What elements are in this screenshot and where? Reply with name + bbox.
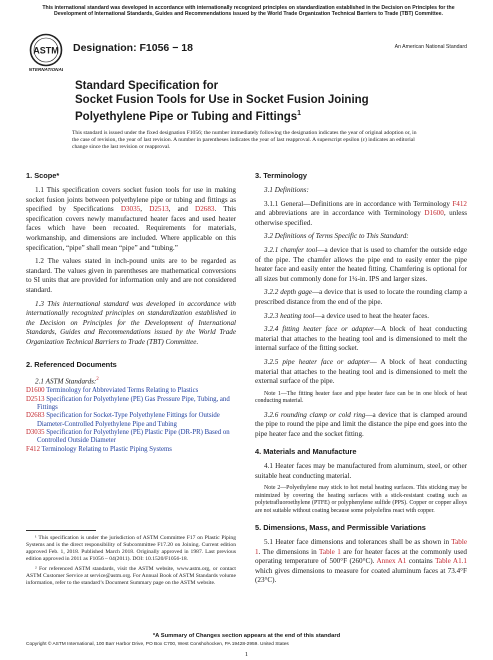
terminology-heading: 3. Terminology bbox=[255, 171, 308, 180]
reference-item[interactable]: D2683 Specification for Socket-Type Polyethylene Fittings for Outside Diameter-Controlled Polyethylene Pipe and Tubing bbox=[26, 412, 220, 428]
reference-item[interactable]: D1600 Terminology for Abbreviated Terms Relating to Plastics bbox=[26, 387, 199, 395]
right-column bbox=[255, 171, 467, 590]
summary-of-changes-note: *A Summary of Changes section appears at the end of this standard bbox=[152, 633, 341, 639]
note-1: Note 1—The fitting heater face and pipe heater face can be in one block of heat conducting material. bbox=[255, 390, 467, 405]
svg-text:INTERNATIONAL: INTERNATIONAL bbox=[29, 67, 63, 72]
ref-annex-a1[interactable]: Annex A1 bbox=[376, 557, 407, 566]
astm-logo bbox=[29, 33, 63, 73]
reference-item[interactable]: D3035 Specification for Polyethylene (PE) Plastic Pipe (DR-PR) Based on Controlled Outside Diameter bbox=[26, 428, 230, 445]
term-3-1-1: 3.1.1 General—Definitions are in accordance with Terminology F412 and abbreviations are in accordance with Terminology D1600, unless otherwise specified. bbox=[255, 199, 467, 227]
note-2: Note 2—Polyethylene may stick to hot metal heating surfaces. This sticking may be minimized by covering the heating surfaces with a stick-resistant coating such as polytetrafluoroethylene (PTFE) or polyphenylene sulfide (PPS). Copper or copper alloys are not suitable without coating because some polyolefins react with copper. bbox=[255, 485, 467, 514]
footnote-2: ² For referenced ASTM standards, visit the ASTM website, www.astm.org, or contact ASTM Customer Service at service@astm.org. For Annual Book of ASTM Standards volume information, refer to the standard’s Document Summary page on the ASTM website. bbox=[26, 566, 236, 586]
standard-notice: This standard is issued under the fixed designation F1056; the number immediately following the designation indicates the year of original adoption or, in the case of revision, the year of last revision. A number in parentheses indicates the year of last reapproval. A superscript epsilon (ε) indicates an editorial change since the last revision or reapproval. bbox=[72, 130, 417, 150]
scope-1-1: 1.1 This specification covers socket fusion tools for use in making socket fusion joints between polyethylene pipe or tubing and fittings as specified by Specifications D3035, D2513, and D2683. This specification covers newly manufactured heater faces and used heater faces which have been recoated. Requirements for materials, workmanship, and dimensions are included. Where applicable on this specification, “pipe” shall mean “pipe” and “tubing.” bbox=[26, 186, 236, 252]
term-3-2-6: 3.2.6 rounding clamp or cold ring—a device that is clamped around the pipe to round the pipe and limit the distance the pipe end goes into the pipe heater face and the socket fitting. bbox=[255, 410, 468, 438]
term-3-2-5: 3.2.5 pipe heater face or adapter— A block of heat conducting material that attaches to the heating tool and is dimensioned to melt the external surface of the pipe. bbox=[255, 357, 468, 386]
title-footnote-mark[interactable]: 1 bbox=[297, 110, 302, 117]
ref-table-a1-1[interactable]: Table A1.1 bbox=[435, 557, 468, 566]
footnote-divider bbox=[26, 530, 96, 531]
reference-list bbox=[26, 387, 236, 453]
reference-item[interactable]: F412 Terminology Relating to Plastic Piping Systems bbox=[26, 445, 172, 453]
left-column bbox=[26, 171, 236, 454]
scope-heading: 1. Scope* bbox=[26, 171, 60, 180]
development-notice: This international standard was developed in accordance with internationally recognized principles on standardization established in the Decision on Principles for the Development of International Standards, Guides and Recommendations issued by the World Trade Organization Technical Barriers to Trade (TBT) Committee. bbox=[42, 5, 455, 18]
document-title bbox=[75, 80, 435, 124]
footnotes bbox=[26, 535, 236, 590]
footnote-1: ¹ This specification is under the jurisdiction of ASTM Committee F17 on Plastic Piping Systems and is the direct responsibility of Subcommittee F17.20 on Joining. Current edition approved Feb. 1, 2018. Published March 2018. Originally approved in 1987. Last previous edition approved in 2011 as F1056 – 04(2011). DOI: 10.1520/F1056-18. bbox=[26, 535, 236, 562]
term-3-2-3: 3.2.3 heating tool—a device used to heat the heater faces. bbox=[264, 311, 429, 320]
ref-d2683[interactable]: D2683 bbox=[195, 205, 215, 214]
footnote-2-mark[interactable]: 2 bbox=[96, 376, 99, 382]
copyright-line: Copyright © ASTM International, 100 Barr Harbor Drive, PO Box C700, West Conshohocken, PA 19428-2959. United States bbox=[26, 642, 289, 647]
term-3-2-1: 3.2.1 chamfer tool—a device that is used to chamfer the outside edge of the pipe. The chamfer allows the pipe end to easily enter the pipe heater face and easily enter the heated fitting. Chamfering is optional for all sizes but commonly done for 1¼-in. IPS and larger sizes. bbox=[255, 245, 468, 283]
ref-d2513[interactable]: D2513 bbox=[149, 205, 169, 214]
dimensions-heading: 5. Dimensions, Mass, and Permissible Variations bbox=[255, 523, 426, 533]
materials-heading: 4. Materials and Manufacture bbox=[255, 447, 357, 457]
term-3-2-4: 3.2.4 fitting heater face or adapter—A block of heat conducting material that attaches to the heating tool and is dimensioned to melt the internal surface of the fitting socket. bbox=[255, 325, 467, 353]
ref-table-1[interactable]: Table 1 bbox=[255, 538, 467, 556]
designation: Designation: F1056 − 18 bbox=[73, 42, 193, 54]
page-number: 1 bbox=[244, 651, 249, 658]
title-line1: Standard Specification for bbox=[75, 80, 219, 92]
dimensions-5-1: 5.1 Heater face dimensions and tolerances shall be as shown in Table 1. The dimensions in Table 1 are for heater faces at the commonly used operating temperature of 500°F (260°C). Annex A1 contains Table A1.1 which gives dimensions to measure for coated aluminum faces at 73.4°F (23°C). bbox=[255, 538, 468, 585]
svg-text:ASTM: ASTM bbox=[33, 45, 59, 56]
astm-standards-intro: 2.1 ASTM Standards:$^2$ bbox=[35, 376, 99, 385]
ref-d3035[interactable]: D3035 bbox=[120, 205, 141, 214]
ref-table-1-b[interactable]: Table 1 bbox=[319, 547, 341, 556]
ref-f412[interactable]: F412 bbox=[452, 199, 467, 208]
title-line2 bbox=[75, 94, 435, 125]
referenced-heading: 2. Referenced Documents bbox=[26, 359, 117, 369]
title-main: Socket Fusion Tools for Use in Socket Fusion Joining Polyethylene Pipe or Tubing and Fittings bbox=[75, 93, 369, 123]
term-3-1: 3.1 Definitions: bbox=[264, 186, 309, 194]
term-3-2-2: 3.2.2 depth gage—a device that is used to locate the rounding clamp a prescribed distance from the end of the pipe. bbox=[255, 288, 467, 306]
scope-1-3: 1.3 This international standard was developed in accordance with internationally recognized principles on standardization established in the Decision on Principles for the Development of International Standards, Guides and Recommendations issued by the World Trade Organization Technical Barriers to Trade (TBT) Committee. bbox=[26, 299, 236, 346]
materials-4-1: 4.1 Heater faces may be manufactured from aluminum, steel, or other suitable heat conducting material. bbox=[255, 462, 467, 480]
ref-d1600[interactable]: D1600 bbox=[424, 209, 444, 218]
reference-item[interactable]: D2513 Specification for Polyethylene (PE) Gas Pressure Pipe, Tubing, and Fittings bbox=[26, 395, 230, 412]
publisher-note: An American National Standard bbox=[394, 44, 467, 50]
term-3-2: 3.2 Definitions of Terms Specific to This Standard: bbox=[264, 232, 409, 241]
scope-1-2: 1.2 The values stated in inch-pound units are to be regarded as standard. The values given in parentheses are mathematical conversions to SI units that are provided for information only and are not considered standard. bbox=[26, 257, 236, 294]
